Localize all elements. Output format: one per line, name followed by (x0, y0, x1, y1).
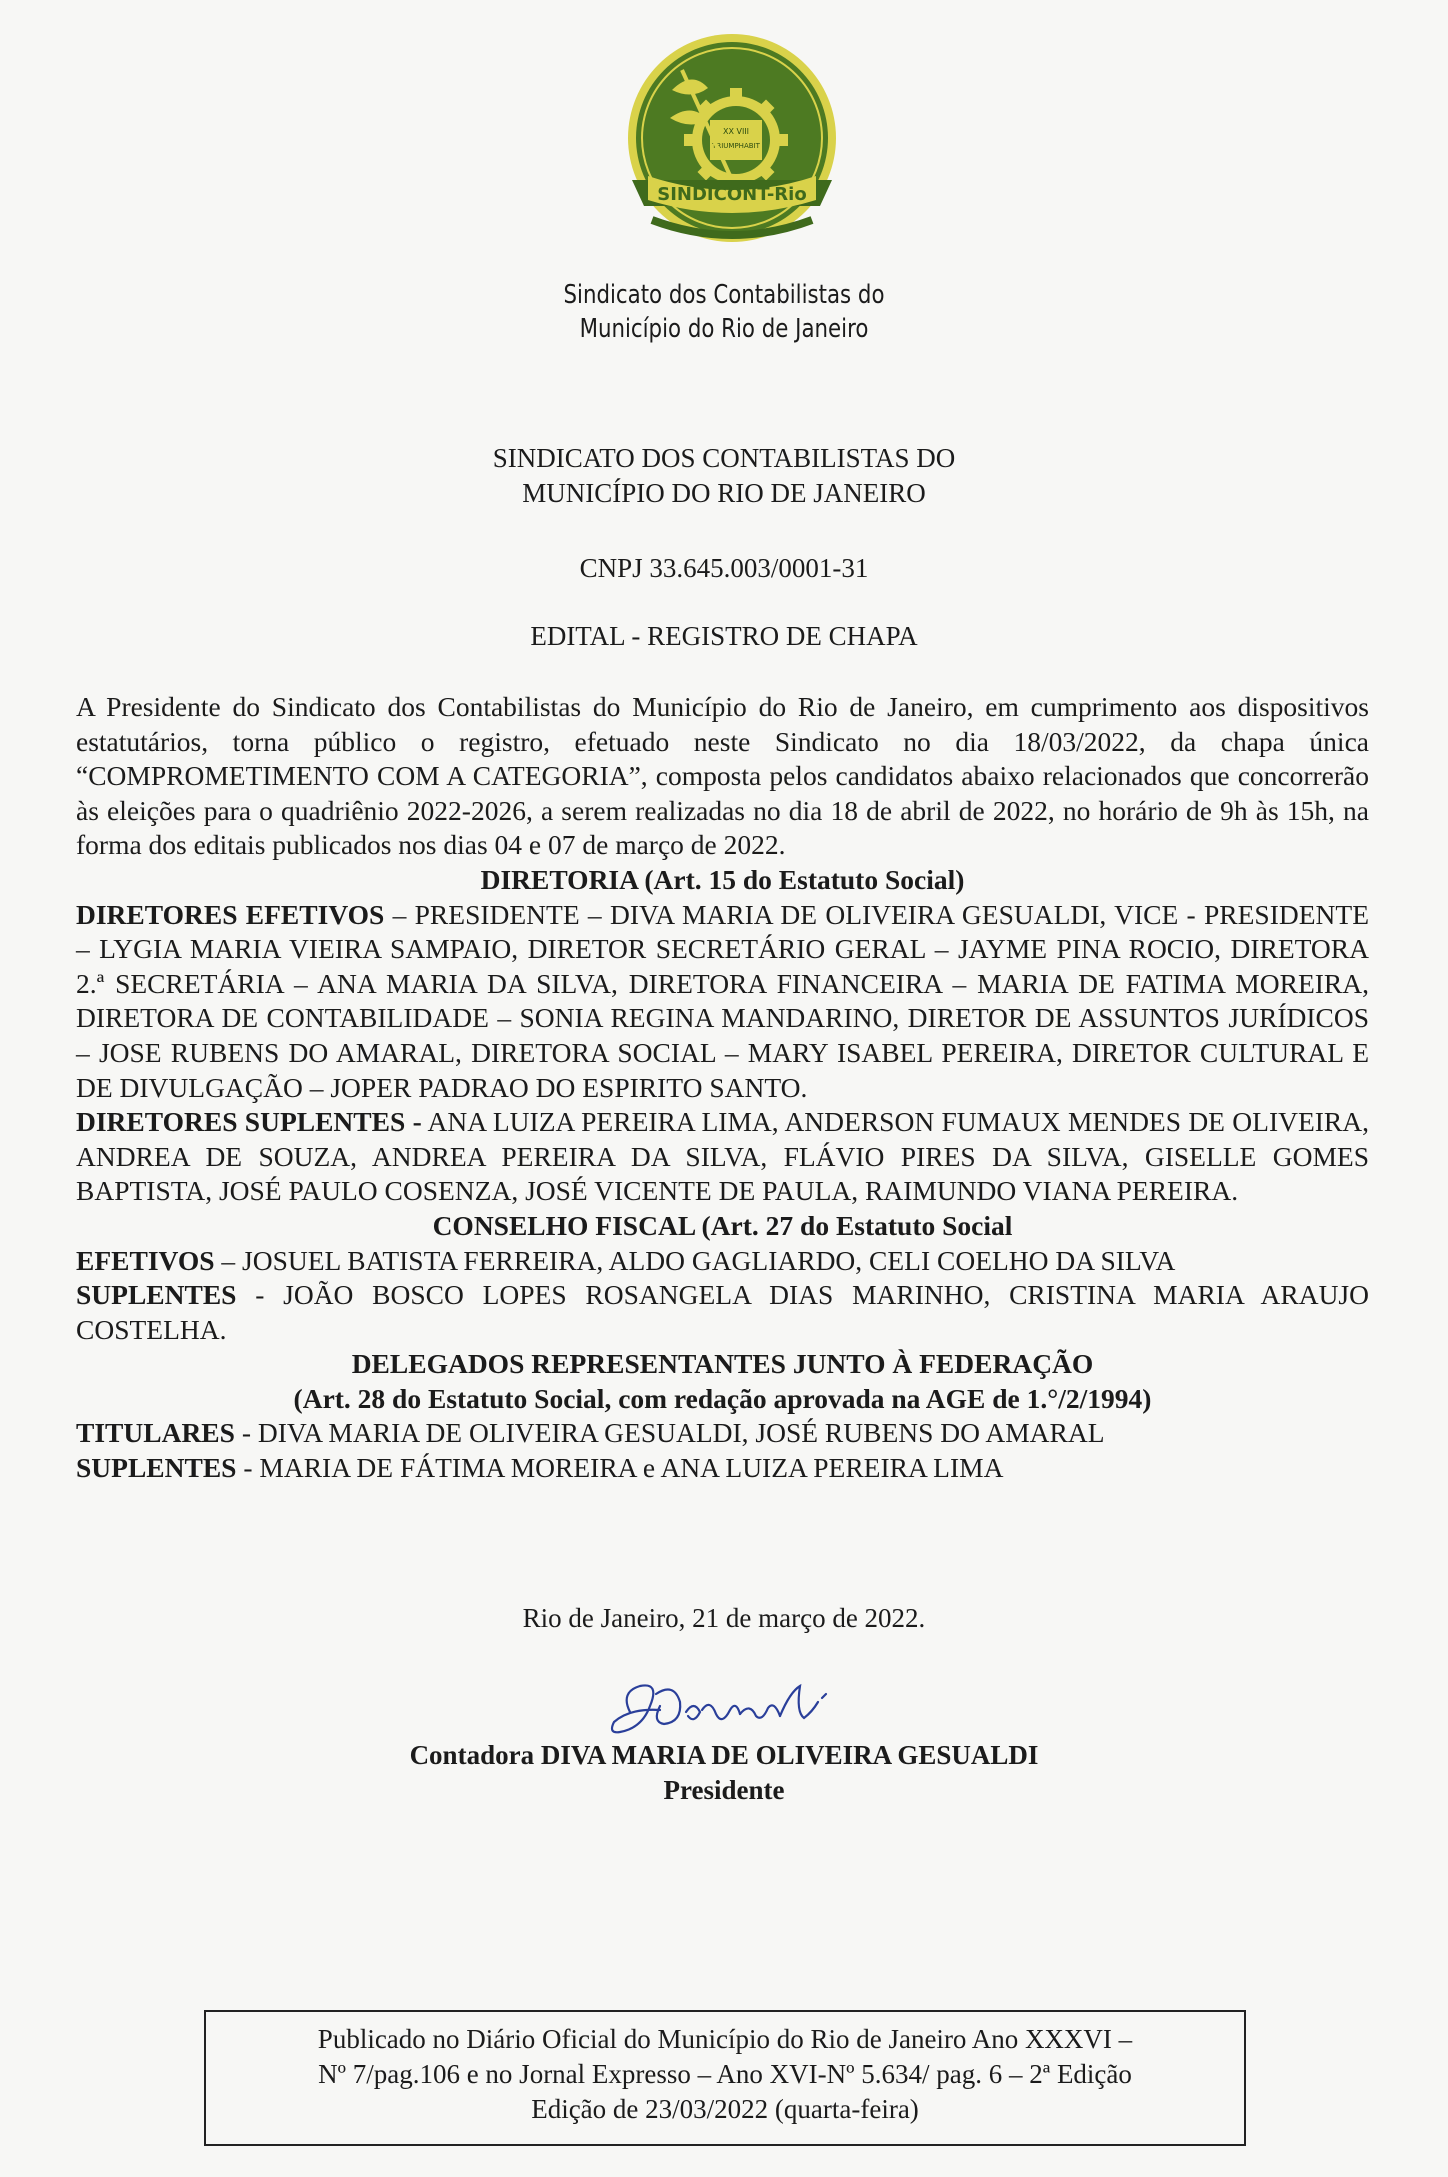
signer-name: Contadora DIVA MARIA DE OLIVEIRA GESUALDI (409, 1740, 1039, 1770)
footer-line1: Publicado no Diário Oficial do Município do Rio de Janeiro Ano XXXVI – (317, 2024, 1133, 2054)
conselho-suplentes (76, 1278, 1369, 1347)
signer-role: Presidente (663, 1775, 785, 1805)
edital-title: EDITAL - REGISTRO DE CHAPA (530, 621, 918, 651)
delegados-titulares-text: - DIVA MARIA DE OLIVEIRA GESUALDI, JOSÉ RUBENS DO AMARAL (234, 1417, 1105, 1449)
conselho-heading: CONSELHO FISCAL (Art. 27 do Estatuto Social (432, 1209, 1013, 1241)
svg-text:TRIUMPHABIT: TRIUMPHABIT (712, 142, 760, 150)
organization-name (560, 278, 888, 346)
delegados-subheading: (Art. 28 do Estatuto Social, com redação aprovada na AGE de 1.°/2/1994) (293, 1382, 1152, 1414)
delegados-titulares (76, 1416, 1369, 1451)
org-name-line1: Sindicato dos Contabilistas do (563, 280, 885, 310)
delegados-suplentes-text: - MARIA DE FÁTIMA MOREIRA e ANA LUIZA PEREIRA LIMA (236, 1452, 1004, 1484)
diretores-suplentes-label: DIRETORES SUPLENTES - (76, 1106, 422, 1138)
title-line2: MUNICÍPIO DO RIO DE JANEIRO (522, 478, 926, 508)
conselho-efetivos (76, 1244, 1369, 1279)
intro-paragraph: A Presidente do Sindicato dos Contabilistas do Município do Rio de Janeiro, em cumprimento aos dispositivos estatutários, torna público o registro, efetuado neste Sindicato no dia 18/03/2022, da chapa única “COMPROMETIMENTO COM A CATEGORIA”, composta pelos candidatos abaixo relacionados que concorrerão às eleições para o quadriênio 2022-2026, a serem realizadas no dia 18 de abril de 2022, no horário de 9h às 15h, na forma dos editais publicados nos dias 04 e 07 de março de 2022. (76, 691, 1369, 861)
diretores-suplentes (76, 1105, 1369, 1209)
logo-emblem-icon (612, 30, 852, 270)
conselho-suplentes-label: SUPLENTES (76, 1279, 237, 1311)
delegados-suplentes-label: SUPLENTES (76, 1452, 237, 1484)
diretores-efetivos (76, 898, 1369, 1106)
org-name-line2: Município do Rio de Janeiro (579, 314, 869, 344)
conselho-efetivos-label: EFETIVOS (76, 1244, 215, 1276)
diretores-suplentes-text: ANA LUIZA PEREIRA LIMA, ANDERSON FUMAUX MENDES DE OLIVEIRA, ANDREA DE SOUZA, ANDREA PEREIRA DA SILVA, FLÁVIO PIRES DA SILVA, GISELLE GOMES BAPTISTA, JOSÉ PAULO COSENZA, JOSÉ VICENTE DE PAULA, RAIMUNDO VIANA PEREIRA. (76, 1106, 1369, 1207)
sindicont-logo (612, 30, 852, 270)
delegados-heading: DELEGADOS REPRESENTANTES JUNTO À FEDERAÇÃO (351, 1348, 1094, 1380)
closing-date: Rio de Janeiro, 21 de março de 2022. (522, 1603, 926, 1633)
publication-footer (204, 2010, 1246, 2146)
svg-text:SINDICONT-Rio: SINDICONT-Rio (657, 184, 807, 205)
conselho-suplentes-text: - JOÃO BOSCO LOPES ROSANGELA DIAS MARINHO, CRISTINA MARIA ARAUJO COSTELHA. (76, 1279, 1369, 1345)
delegados-suplentes (76, 1451, 1369, 1486)
diretoria-heading: DIRETORIA (Art. 15 do Estatuto Social) (480, 863, 965, 895)
diretores-efetivos-text: – PRESIDENTE – DIVA MARIA DE OLIVEIRA GESUALDI, VICE - PRESIDENTE – LYGIA MARIA VIEIRA SAMPAIO, DIRETOR SECRETÁRIO GERAL – JAYME PINA ROCIO, DIRETORA 2.ª SECRETÁRIA – ANA MARIA DA SILVA, DIRETORA FINANCEIRA – MARIA DE FATIMA MOREIRA, DIRETORA DE CONTABILIDADE – SONIA REGINA MANDARINO, DIRETOR DE ASSUNTOS JURÍDICOS – JOSE RUBENS DO AMARAL, DIRETORA SOCIAL – MARY ISABEL PEREIRA, DIRETOR CULTURAL E DE DIVULGAÇÃO – JOPER PADRAO DO ESPIRITO SANTO. (76, 898, 1369, 1103)
conselho-efetivos-text: – JOSUEL BATISTA FERREIRA, ALDO GAGLIARDO, CELI COELHO DA SILVA (214, 1244, 1176, 1276)
delegados-titulares-label: TITULARES (76, 1417, 235, 1449)
svg-text:XX VIII: XX VIII (722, 127, 750, 136)
footer-line2: Nº 7/pag.106 e no Jornal Expresso – Ano XVI-Nº 5.634/ pag. 6 – 2ª Edição (318, 2059, 1132, 2089)
title-line1: SINDICATO DOS CONTABILISTAS DO (492, 443, 956, 473)
footer-line3: Edição de 23/03/2022 (quarta-feira) (531, 2094, 919, 2124)
cnpj: CNPJ 33.645.003/0001-31 (579, 553, 869, 583)
edital-body (76, 690, 1369, 1486)
diretores-efetivos-label: DIRETORES EFETIVOS (76, 898, 385, 930)
